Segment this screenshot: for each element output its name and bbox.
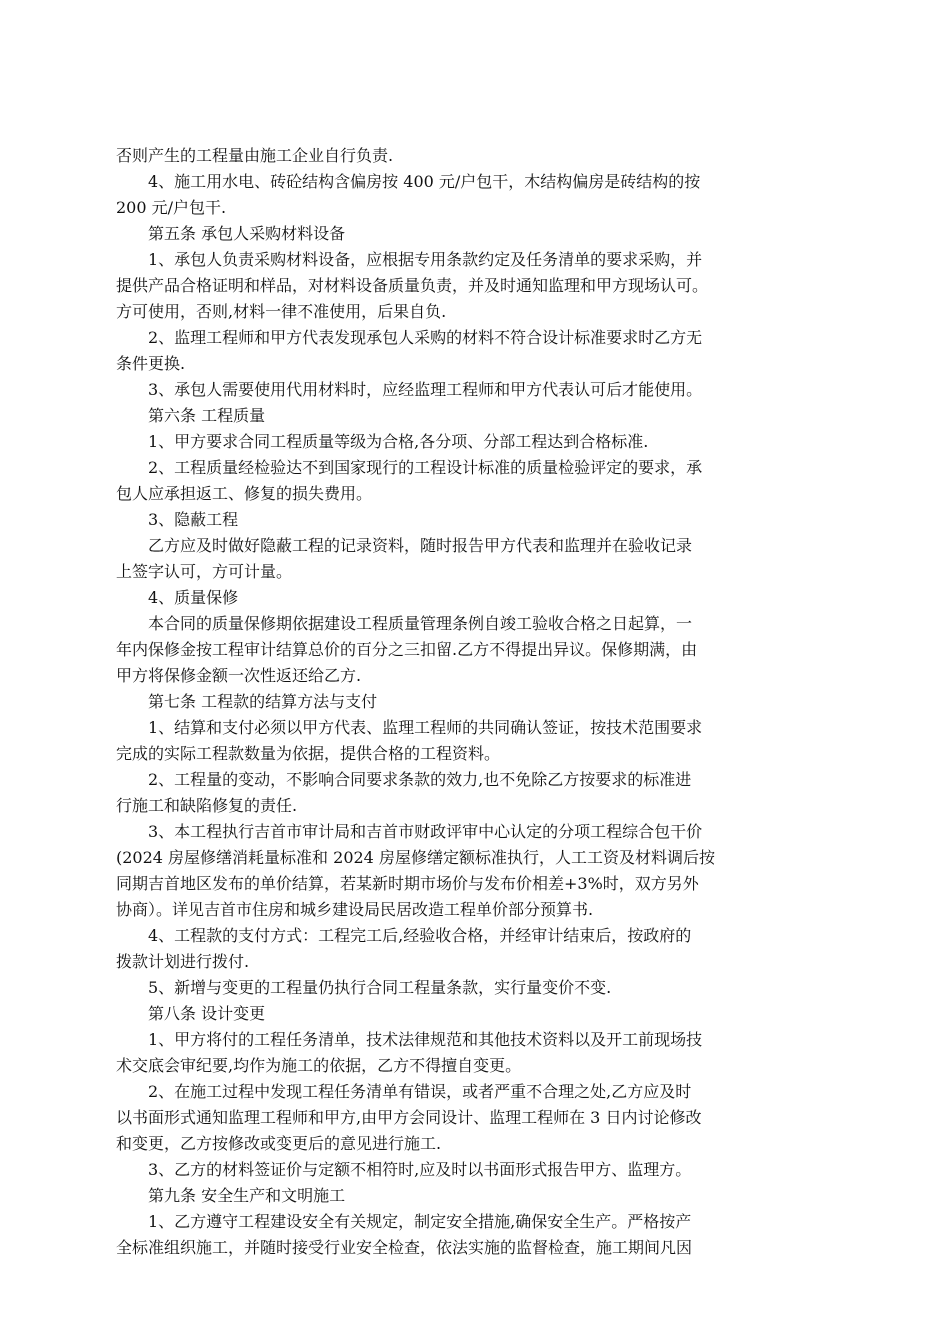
paragraph-line: 条件更换. xyxy=(116,354,186,373)
paragraph-line: 3、乙方的材料签证价与定额不相符时,应及时以书面形式报告甲方、监理方。 xyxy=(148,1160,692,1179)
paragraph-line: 1、甲方要求合同工程质量等级为合格,各分项、分部工程达到合格标准. xyxy=(148,432,649,451)
document-body xyxy=(116,143,830,1261)
paragraph-line: 1、甲方将付的工程任务清单，技术法律规范和其他技术资料以及开工前现场技 xyxy=(148,1030,703,1049)
paragraph-line: 第八条 设计变更 xyxy=(148,1004,266,1023)
paragraph-line: 拨款计划进行拨付. xyxy=(116,952,250,971)
paragraph-line: 1、结算和支付必须以甲方代表、监理工程师的共同确认签证，按技术范围要求 xyxy=(148,718,703,737)
paragraph-line: 3、本工程执行吉首市审计局和吉首市财政评审中心认定的分项工程综合包干价 xyxy=(148,822,703,841)
paragraph-line: 3、承包人需要使用代用材料时，应经监理工程师和甲方代表认可后才能使用。 xyxy=(148,380,703,399)
paragraph-line: 包人应承担返工、修复的损失费用。 xyxy=(116,484,373,503)
paragraph-line: 本合同的质量保修期依据建设工程质量管理条例自竣工验收合格之日起算，一 xyxy=(148,614,693,633)
paragraph-line: 4、施工用水电、砖砼结构含偏房按 400 元/户包干，木结构偏房是砖结构的按 xyxy=(148,172,701,191)
paragraph-line: 甲方将保修金额一次性返还给乙方. xyxy=(116,666,362,685)
paragraph-line: 2、工程量的变动，不影响合同要求条款的效力,也不免除乙方按要求的标准进 xyxy=(148,770,692,789)
paragraph-line: 全标准组织施工，并随时接受行业安全检查，依法实施的监督检查，施工期间凡因 xyxy=(116,1238,693,1257)
paragraph-line: 4、质量保修 xyxy=(148,588,239,607)
paragraph-line: 协商）。详见吉首市住房和城乡建设局民居改造工程单价部分预算书. xyxy=(116,900,594,919)
paragraph-line: (2024 房屋修缮消耗量标准和 2024 房屋修缮定额标准执行，人工工资及材料调后按 xyxy=(116,848,715,867)
paragraph-line: 2、在施工过程中发现工程任务清单有错误，或者严重不合理之处,乙方应及时 xyxy=(148,1082,692,1101)
paragraph-line: 以书面形式通知监理工程师和甲方,由甲方会同设计、监理工程师在 3 日内讨论修改 xyxy=(116,1108,702,1127)
paragraph-line: 第七条 工程款的结算方法与支付 xyxy=(148,692,378,711)
paragraph-line: 乙方应及时做好隐蔽工程的记录资料，随时报告甲方代表和监理并在验收记录 xyxy=(148,536,693,555)
paragraph-line: 第六条 工程质量 xyxy=(148,406,266,425)
paragraph-line: 和变更，乙方按修改或变更后的意见进行施工. xyxy=(116,1134,442,1153)
paragraph-line: 2、监理工程师和甲方代表发现承包人采购的材料不符合设计标准要求时乙方无 xyxy=(148,328,703,347)
paragraph-line: 上签字认可，方可计量。 xyxy=(116,562,293,581)
paragraph-line: 2、工程质量经检验达不到国家现行的工程设计标准的质量检验评定的要求，承 xyxy=(148,458,703,477)
paragraph-line: 同期吉首地区发布的单价结算，若某新时期市场价与发布价相差+3%时，双方另外 xyxy=(116,874,699,893)
paragraph-line: 200 元/户包干. xyxy=(116,198,227,217)
paragraph-line: 完成的实际工程款数量为依据，提供合格的工程资料。 xyxy=(116,744,501,763)
paragraph-line: 方可使用，否则,材料一律不准使用，后果自负. xyxy=(116,302,447,321)
paragraph-line: 5、新增与变更的工程量仍执行合同工程量条款，实行量变价不变. xyxy=(148,978,612,997)
paragraph-line: 1、承包人负责采购材料设备，应根据专用条款约定及任务清单的要求采购，并 xyxy=(148,250,703,269)
paragraph-line: 提供产品合格证明和样品，对材料设备质量负责，并及时通知监理和甲方现场认可。 xyxy=(116,276,709,295)
paragraph-line: 否则产生的工程量由施工企业自行负责. xyxy=(116,146,394,165)
paragraph-line: 术交底会审纪要,均作为施工的依据，乙方不得擅自变更。 xyxy=(116,1056,522,1075)
paragraph-line: 第五条 承包人采购材料设备 xyxy=(148,224,346,243)
paragraph-line: 行施工和缺陷修复的责任. xyxy=(116,796,298,815)
paragraph-line: 4、工程款的支付方式：工程完工后,经验收合格，并经审计结束后，按政府的 xyxy=(148,926,692,945)
paragraph-line: 1、乙方遵守工程建设安全有关规定，制定安全措施,确保安全生产。严格按产 xyxy=(148,1212,692,1231)
paragraph-line: 年内保修金按工程审计结算总价的百分之三扣留.乙方不得提出异议。保修期满，由 xyxy=(116,640,698,659)
paragraph-line: 第九条 安全生产和文明施工 xyxy=(148,1186,346,1205)
paragraph-line: 3、隐蔽工程 xyxy=(148,510,239,529)
